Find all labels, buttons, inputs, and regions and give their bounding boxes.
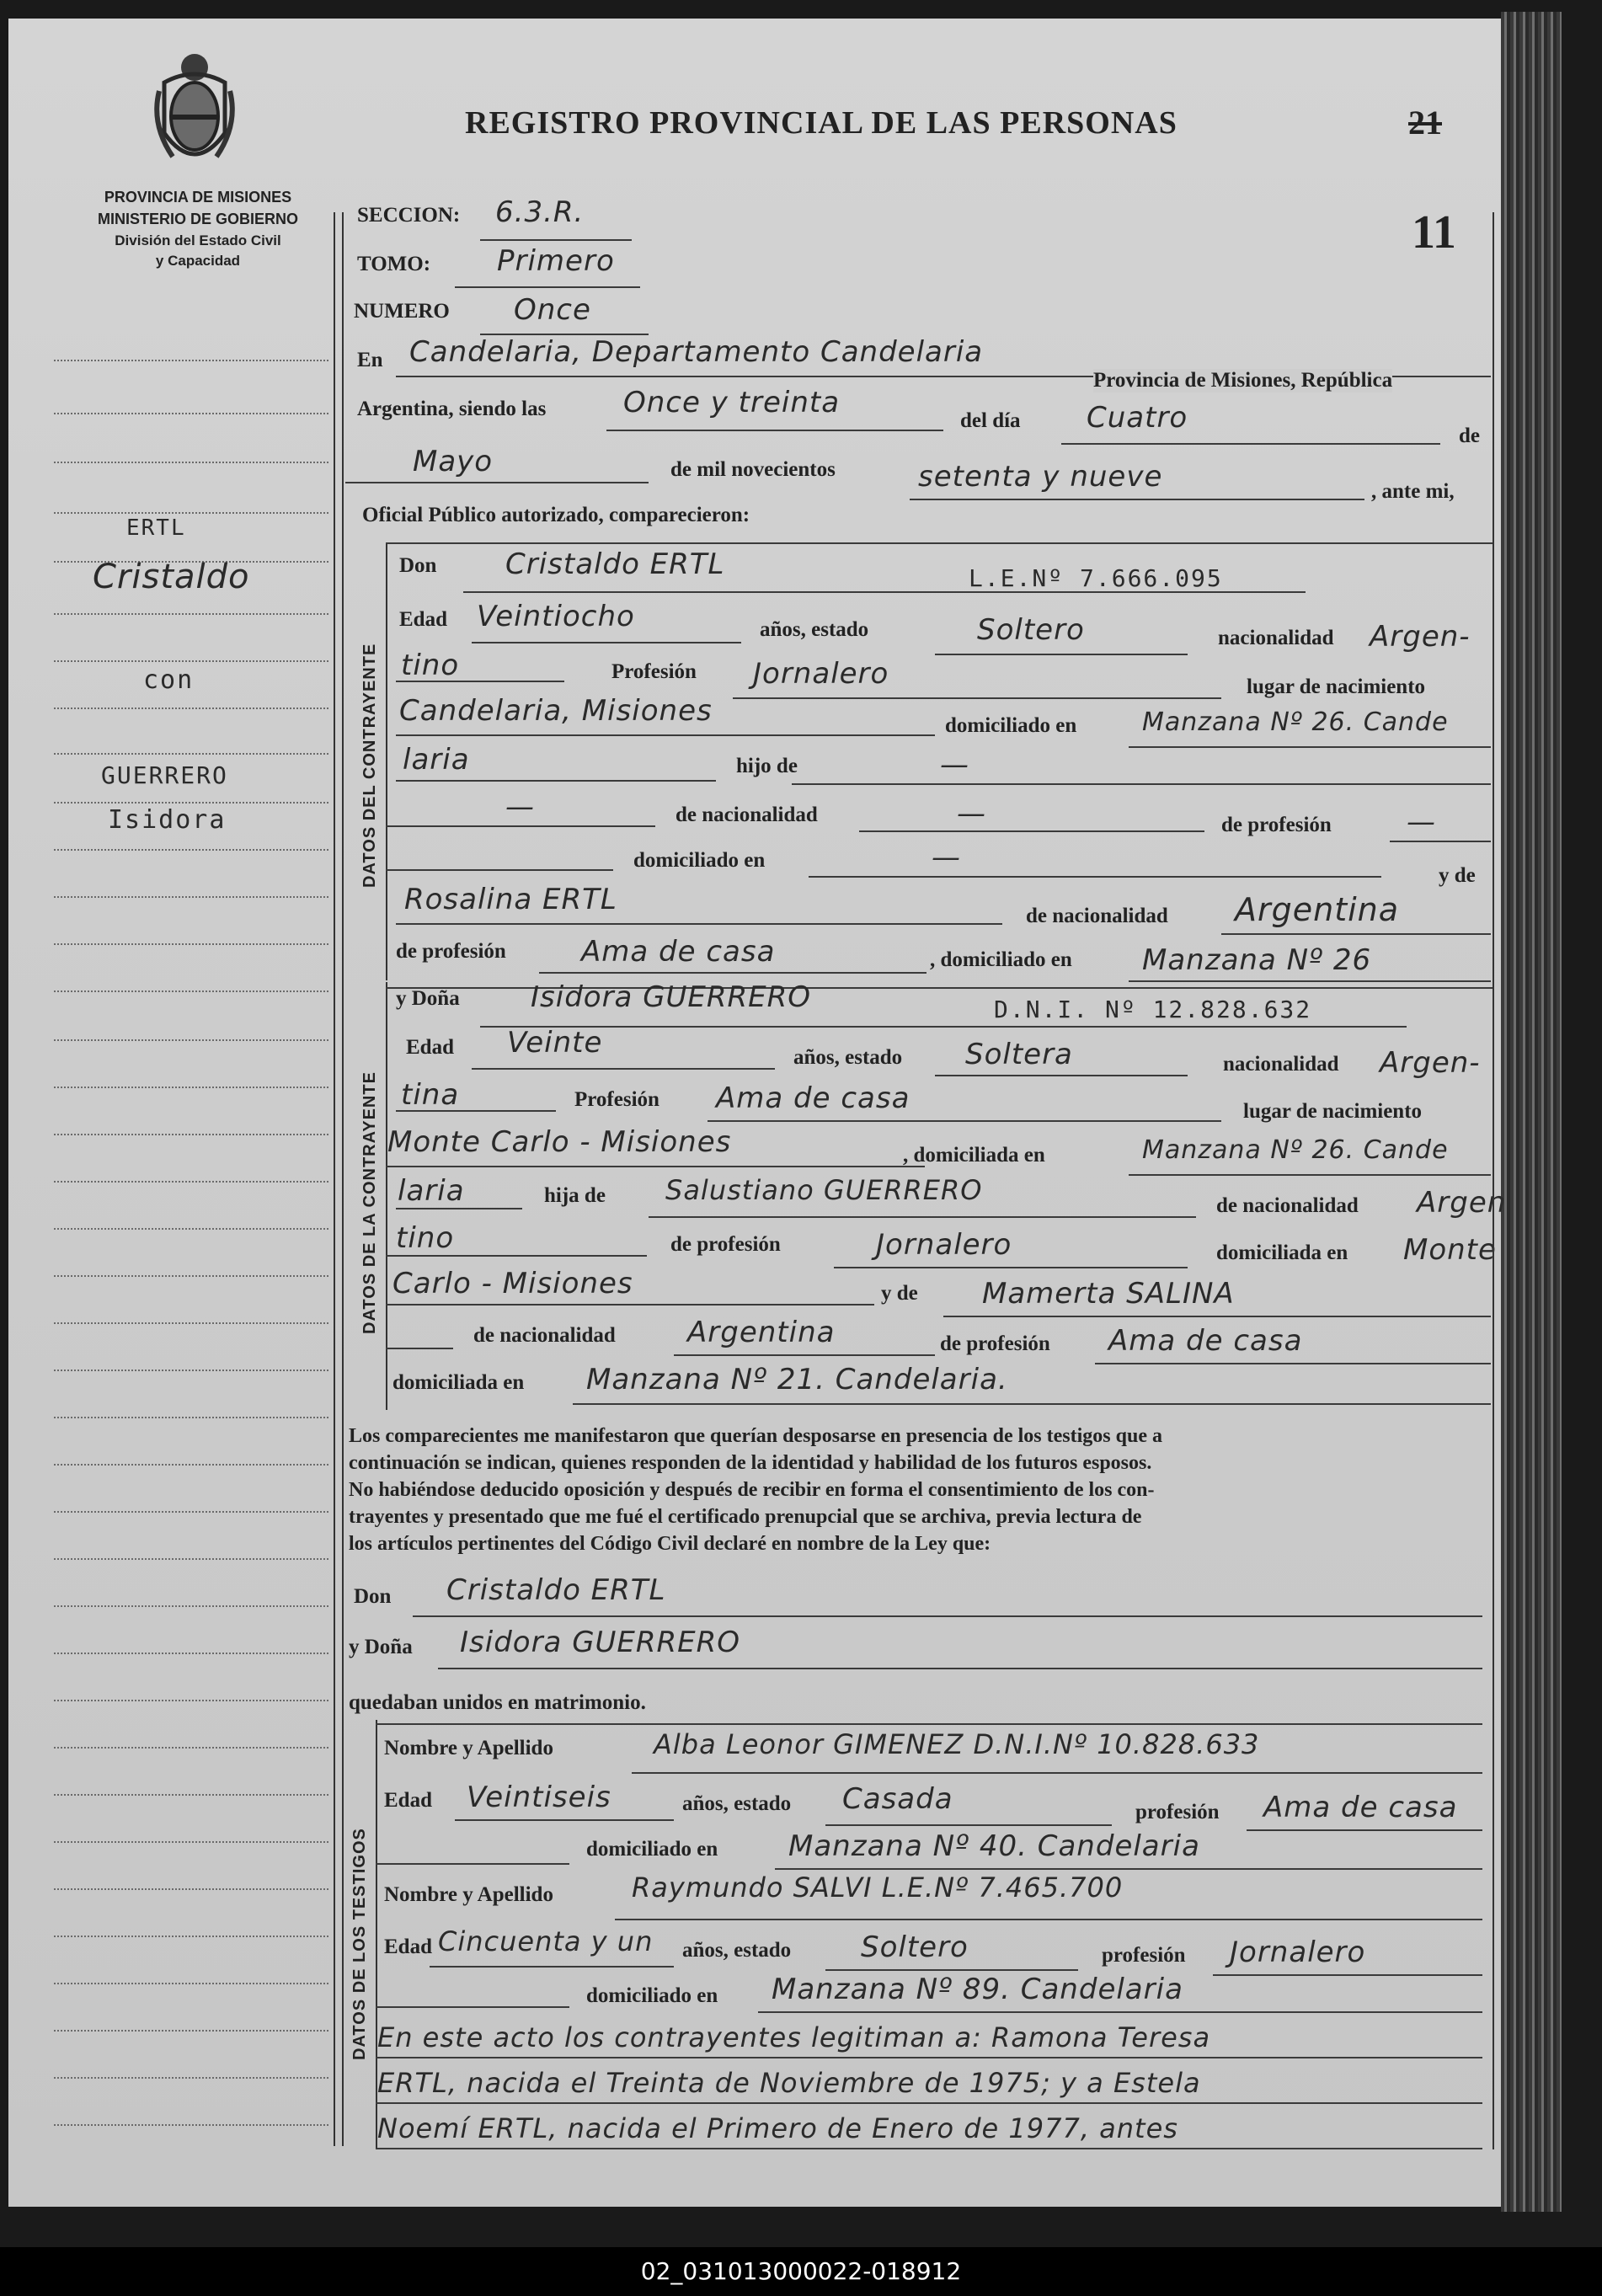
- t1-nombre-label: Nombre y Apellido: [384, 1737, 553, 1759]
- padre-line: [386, 825, 655, 827]
- margin-rule: [54, 613, 328, 615]
- contrayente-padre-prof: —: [1407, 805, 1436, 839]
- del-dia-label: del día: [960, 409, 1021, 432]
- contrayenta-lugar-nac: Monte Carlo - Misiones: [387, 1125, 732, 1159]
- margin-note-name: Cristaldo: [93, 558, 250, 596]
- madre-line: [396, 923, 1002, 925]
- decl-don-line: [413, 1615, 1482, 1617]
- de-label: de: [1459, 424, 1480, 447]
- padre-prof-line: [1390, 841, 1491, 842]
- contrayenta-padre-dom-b: Carlo - Misiones: [392, 1267, 633, 1300]
- contrayente-edad: Veintiocho: [477, 600, 635, 633]
- contrayente-madre-prof: Ama de casa: [581, 935, 776, 969]
- contrayente-madre: Rosalina ERTL: [404, 883, 617, 916]
- margin-rule: [54, 1275, 328, 1277]
- padre-nac-line: [859, 830, 1204, 832]
- contrayenta-madre-nac-line: [674, 1354, 935, 1356]
- argentina-label: Argentina, siendo las: [357, 398, 547, 420]
- margin-rule: [54, 1605, 328, 1607]
- margin-rule: [54, 1794, 328, 1796]
- margin-note-surname-2: GUERRERO: [101, 761, 228, 789]
- file-id-bar: 02_031013000022-018912: [0, 2247, 1602, 2296]
- de-nacionalidad-label-2: de nacionalidad: [1216, 1194, 1359, 1217]
- mes-value: Mayo: [413, 445, 494, 478]
- en-label: En: [357, 349, 383, 371]
- contrayente-documento: L.E.Nº 7.666.095: [969, 564, 1223, 592]
- t2-estado-line: [825, 1969, 1078, 1971]
- contrayente-top-line: [386, 542, 1493, 544]
- anios-estado-label-2: años, estado: [793, 1046, 903, 1069]
- ministry-line-2: MINISTERIO DE GOBIERNO: [97, 211, 299, 227]
- de-profesion-2-label: de profesión: [396, 940, 506, 963]
- de-nacionalidad-label: de nacionalidad: [676, 804, 818, 826]
- t2-edad-label: Edad: [384, 1936, 432, 1958]
- contrayente-estado-line: [935, 654, 1188, 655]
- anio-line: [910, 499, 1364, 500]
- nota-line-3-rule: [376, 2148, 1482, 2149]
- hora-value: Once y treinta: [623, 386, 841, 419]
- contrayenta-documento: D.N.I. Nº 12.828.632: [994, 996, 1312, 1023]
- padre-dom-pre-line: [386, 869, 613, 871]
- t1-anios-estado: años, estado: [682, 1792, 792, 1815]
- contrayenta-padre-prof-line: [834, 1267, 1188, 1268]
- oficial-label: Oficial Público autorizado, comparecieron:: [362, 504, 750, 526]
- numero-value: Once: [514, 293, 591, 327]
- contrayenta-dom-b-line: [396, 1208, 522, 1209]
- declaracion-line-3: No habiéndose deducido oposición y después de recibir en forma el consentimiento de los con-: [349, 1479, 1155, 1501]
- declaracion-line-5: los artículos pertinentes del Código Civil declaré en nombre de la Ley que:: [349, 1533, 991, 1555]
- contrayenta-padre-nac-b-line: [386, 1255, 647, 1257]
- margin-rule: [54, 1653, 328, 1654]
- hijo-de-label: hijo de: [736, 755, 798, 777]
- t2-profesion-label: profesión: [1102, 1944, 1186, 1967]
- ante-mi-label: , ante mi,: [1371, 480, 1455, 503]
- declaracion-line-4: trayentes y presentado que me fué el certificado prenupcial que se archiva, previa lectura de: [349, 1506, 1142, 1528]
- contrayente-lugar-nac: Candelaria, Misiones: [399, 694, 713, 728]
- margin-rule: [54, 943, 328, 945]
- contrayente-nacionalidad-a: Argen-: [1370, 620, 1471, 654]
- contrayenta-padre-prof: Jornalero: [876, 1228, 1012, 1262]
- contrayente-nombre: Cristaldo ERTL: [505, 547, 725, 581]
- margin-rule: [54, 753, 328, 755]
- nacionalidad-b-line: [396, 681, 564, 682]
- tomo-label: TOMO:: [357, 253, 431, 275]
- madre-dom-line: [1129, 980, 1491, 982]
- mes-line: [345, 482, 649, 483]
- de-nacionalidad-label-3: de nacionalidad: [473, 1324, 616, 1347]
- contrayenta-nac-b-line: [396, 1110, 556, 1112]
- y-de-label-2: y de: [881, 1282, 918, 1305]
- margin-rule: [54, 512, 328, 514]
- declaracion-line-2: continuación se indican, quienes responden de la identidad y habilidad de los futuros esposos.: [349, 1452, 1152, 1474]
- hijo-de-line: [792, 783, 1491, 785]
- anios-estado-label: años, estado: [760, 618, 869, 641]
- margin-rule: [54, 2030, 328, 2032]
- margin-note-name-2: Isidora: [108, 805, 227, 835]
- contrayenta-section-label: DATOS DE LA CONTRAYENTE: [360, 1071, 379, 1334]
- nacionalidad-label: nacionalidad: [1218, 627, 1334, 649]
- contrayente-madre-nac: Argentina: [1235, 891, 1400, 928]
- contrayenta-madre-dom: Manzana Nº 21. Candelaria.: [586, 1363, 1008, 1396]
- margin-rule: [54, 1888, 328, 1890]
- margin-rule: [54, 1039, 328, 1041]
- contrayenta-madre-nac: Argentina: [687, 1316, 836, 1349]
- contrayenta-madre-dom-line: [573, 1403, 1491, 1405]
- profesion-label: Profesión: [611, 660, 697, 683]
- contrayente-padre: —: [940, 748, 969, 782]
- nacionalidad-label-2: nacionalidad: [1223, 1053, 1339, 1076]
- t2-anios-estado: años, estado: [682, 1939, 792, 1962]
- tomo-line: [455, 286, 640, 288]
- ministry-line-1: PROVINCIA DE MISIONES: [104, 189, 292, 206]
- t2-profesion: Jornalero: [1230, 1936, 1366, 1969]
- contrayente-padre-nac: —: [957, 797, 986, 830]
- madre-nac-line: [1221, 933, 1491, 935]
- contrayenta-madre-prof-line: [1095, 1363, 1491, 1364]
- madre-prof-line: [539, 972, 926, 974]
- t1-domicilio: Manzana Nº 40. Candelaria: [788, 1829, 1200, 1863]
- contrayente-padre-dash: —: [505, 790, 535, 824]
- margin-rule: [54, 990, 328, 992]
- margin-rule: [54, 1322, 328, 1324]
- t2-nombre: Raymundo SALVI L.E.Nº 7.465.700: [632, 1872, 1124, 1904]
- nota-line-2-rule: [376, 2102, 1482, 2104]
- contrayente-madre-dom: Manzana Nº 26: [1142, 943, 1372, 977]
- anio-value: setenta y nueve: [918, 460, 1163, 494]
- margin-rule: [54, 1511, 328, 1513]
- margin-rule: [54, 413, 328, 414]
- domiciliado-label: domiciliado en: [945, 714, 1077, 737]
- margin-rule: [54, 896, 328, 898]
- testigos-top-line: [376, 1723, 1482, 1725]
- contrayenta-profesion-line: [708, 1120, 1221, 1122]
- margin-rule: [54, 1417, 328, 1418]
- contrayente-profesion: Jornalero: [753, 657, 889, 691]
- margin-rule: [54, 1936, 328, 1937]
- page-stack-edge: [1501, 12, 1562, 2212]
- margin-rule: [54, 660, 328, 662]
- contrayente-divider: [386, 542, 387, 980]
- t1-estado-line: [825, 1824, 1112, 1826]
- contrayente-padre-dom: —: [932, 841, 961, 874]
- domicilio-b-line: [396, 780, 716, 782]
- decl-don-value: Cristaldo ERTL: [446, 1573, 666, 1607]
- coat-of-arms-icon: [147, 49, 242, 175]
- dia-line: [1061, 443, 1440, 445]
- don-label: Don: [399, 554, 437, 577]
- t2-dom-pre-line: [376, 2006, 569, 2008]
- contrayenta-divider: [386, 982, 387, 1410]
- tomo-value: Primero: [497, 244, 615, 278]
- t2-domiciliado-label: domiciliado en: [586, 1984, 718, 2007]
- seccion-value: 6.3.R.: [495, 195, 585, 229]
- lugar-nac-label: lugar de nacimiento: [1247, 675, 1426, 698]
- margin-rule: [54, 2077, 328, 2079]
- contrayenta-padre-dom-a: Monte: [1403, 1233, 1497, 1267]
- t1-profesion: Ama de casa: [1263, 1791, 1458, 1824]
- contrayenta-domicilio-a: Manzana Nº 26. Cande: [1142, 1135, 1449, 1165]
- decl-dona-label: y Doña: [349, 1636, 413, 1658]
- margin-rule: [54, 1370, 328, 1371]
- t1-nombre: Alba Leonor GIMENEZ D.N.I.Nº 10.828.633: [654, 1728, 1260, 1760]
- margin-rule: [54, 1087, 328, 1088]
- contrayente-edad-line: [472, 642, 741, 643]
- contrayenta-profesion: Ama de casa: [716, 1081, 910, 1115]
- contrayenta-madre-prof: Ama de casa: [1108, 1324, 1303, 1358]
- registry-title: REGISTRO PROVINCIAL DE LAS PERSONAS: [465, 105, 1177, 141]
- contrayenta-edad: Veinte: [507, 1026, 603, 1060]
- edad-label-2: Edad: [406, 1036, 454, 1059]
- decl-unidos: quedaban unidos en matrimonio.: [349, 1691, 646, 1714]
- t2-edad: Cincuenta y un: [438, 1925, 654, 1957]
- contrayenta-padre-line: [649, 1216, 1196, 1218]
- de-nacionalidad-2-label: de nacionalidad: [1026, 905, 1168, 927]
- nota-line-1-rule: [376, 2057, 1482, 2058]
- de-profesion-label-3: de profesión: [670, 1233, 781, 1256]
- nota-line-1: En este acto los contrayentes legitiman a: Ramona Teresa: [377, 2021, 1211, 2053]
- hija-de-label: hija de: [544, 1184, 606, 1207]
- contrayenta-nombre: Isidora GUERRERO: [531, 980, 812, 1014]
- domiciliada-label: , domiciliada en: [903, 1144, 1045, 1167]
- margin-note-surname: ERTL: [126, 515, 186, 541]
- contrayente-nacionalidad-b: tino: [401, 649, 460, 682]
- folio-struck: 21: [1408, 104, 1442, 141]
- edad-label: Edad: [399, 608, 447, 631]
- t1-domiciliado-label: domiciliado en: [586, 1838, 718, 1861]
- t1-profesion-line: [1247, 1829, 1482, 1831]
- contrayenta-padre-nac-b: tino: [396, 1221, 455, 1255]
- t1-profesion-label: profesión: [1135, 1801, 1220, 1823]
- contrayenta-estado: Soltera: [965, 1038, 1073, 1071]
- declaracion-line-1: Los comparecientes me manifestaron que querían desposarse en presencia de los testigos que a: [349, 1425, 1162, 1447]
- margin-divider-2: [342, 212, 344, 2146]
- margin-rule: [54, 1841, 328, 1843]
- margin-rule: [54, 1464, 328, 1466]
- margin-rule: [54, 1700, 328, 1701]
- hora-line: [606, 430, 943, 431]
- contrayenta-estado-line: [935, 1075, 1188, 1076]
- t2-nombre-line: [615, 1919, 1482, 1920]
- contrayenta-edad-line: [472, 1068, 775, 1070]
- contrayenta-nacionalidad-b: tina: [401, 1078, 460, 1112]
- domiciliado-en-3-label: , domiciliado en: [930, 948, 1072, 971]
- ministry-line-3: División del Estado Civil: [115, 232, 281, 248]
- testigos-section-label: DATOS DE LOS TESTIGOS: [350, 1828, 369, 2060]
- contrayenta-nombre-line: [480, 1026, 1407, 1028]
- margin-rule: [54, 707, 328, 709]
- contrayenta-madre-pre-line: [386, 1348, 453, 1349]
- domicilio-line: [1129, 746, 1491, 748]
- contrayenta-padre-dom-line: [386, 1304, 874, 1306]
- contrayente-domicilio-a: Manzana Nº 26. Cande: [1142, 707, 1449, 737]
- margin-divider: [334, 212, 335, 2146]
- nota-line-3: Noemí ERTL, nacida el Primero de Enero de 1977, antes: [377, 2112, 1178, 2144]
- t1-edad-label: Edad: [384, 1789, 432, 1812]
- margin-rule: [54, 1228, 328, 1230]
- right-border: [1493, 212, 1494, 2149]
- domiciliada-en-2-label: domiciliada en: [1216, 1241, 1348, 1264]
- domiciliado-en-2-label: domiciliado en: [633, 849, 766, 872]
- t1-estado: Casada: [842, 1782, 953, 1816]
- lugar-nac-line: [396, 734, 935, 736]
- numero-label: NUMERO: [354, 300, 450, 323]
- margin-rule: [54, 1983, 328, 1984]
- dona-label: y Doña: [396, 987, 460, 1010]
- padre-dom-line: [809, 876, 1381, 878]
- t2-domicilio: Manzana Nº 89. Candelaria: [772, 1973, 1183, 2006]
- contrayente-section-label: DATOS DEL CONTRAYENTE: [360, 643, 379, 888]
- contrayenta-padre-nac-a: Argen: [1417, 1186, 1507, 1220]
- margin-rule: [54, 1134, 328, 1135]
- margin-rule: [54, 1181, 328, 1183]
- margin-rule: [54, 802, 328, 804]
- provincia-text: Provincia de Misiones, República: [1093, 369, 1393, 392]
- t2-nombre-label: Nombre y Apellido: [384, 1883, 553, 1906]
- contrayente-nombre-line: [463, 591, 1306, 593]
- t1-domicilio-line: [775, 1868, 1482, 1870]
- lugar-nac-label-2: lugar de nacimiento: [1243, 1100, 1423, 1123]
- margin-rule: [54, 849, 328, 851]
- t1-edad: Veintiseis: [467, 1781, 611, 1814]
- contrayenta-domicilio-line: [1129, 1174, 1491, 1176]
- profesion-label-2: Profesión: [574, 1088, 659, 1111]
- t2-estado: Soltero: [861, 1930, 969, 1964]
- seccion-label: SECCION:: [357, 204, 461, 227]
- t1-nombre-line: [632, 1772, 1482, 1774]
- folio-number: 11: [1412, 206, 1456, 259]
- document-page: [8, 19, 1507, 2207]
- de-profesion-label-4: de profesión: [940, 1332, 1050, 1355]
- decl-dona-line: [438, 1668, 1482, 1669]
- nota-line-2: ERTL, nacida el Treinta de Noviembre de 1975; y a Estela: [377, 2067, 1201, 2099]
- y-de-label: y de: [1439, 864, 1476, 887]
- contrayenta-domicilio-b: laria: [398, 1174, 465, 1208]
- t2-profesion-line: [1213, 1974, 1482, 1976]
- decl-dona-value: Isidora GUERRERO: [460, 1626, 741, 1659]
- dia-value: Cuatro: [1087, 401, 1188, 435]
- mil-label: de mil novecientos: [670, 458, 836, 481]
- margin-rule: [54, 1747, 328, 1749]
- margin-rule: [54, 462, 328, 463]
- margin-rule: [54, 1558, 328, 1560]
- contrayenta-padre: Salustiano GUERRERO: [665, 1174, 983, 1206]
- contrayenta-madre-line: [943, 1316, 1491, 1317]
- profesion-line: [733, 697, 1221, 699]
- contrayente-domicilio-b: laria: [403, 743, 470, 777]
- contrayente-estado: Soltero: [977, 613, 1085, 647]
- domiciliada-en-3-label: domiciliada en: [392, 1371, 525, 1394]
- de-profesion-label: de profesión: [1221, 814, 1332, 836]
- margin-rule: [54, 2124, 328, 2126]
- seccion-line: [480, 239, 632, 241]
- margin-note-con: con: [143, 665, 195, 695]
- t2-domicilio-line: [758, 2011, 1482, 2013]
- t1-edad-line: [455, 1819, 674, 1821]
- t1-dom-pre-line: [376, 1863, 569, 1865]
- contrayenta-lugar-nac-line: [386, 1166, 925, 1167]
- margin-rule: [54, 360, 328, 361]
- t2-edad-line: [430, 1966, 674, 1968]
- contrayenta-nacionalidad-a: Argen-: [1380, 1046, 1481, 1080]
- lugar-value: Candelaria, Departamento Candelaria: [409, 335, 984, 369]
- ministry-line-4: y Capacidad: [155, 253, 241, 269]
- decl-don-label: Don: [354, 1585, 392, 1608]
- contrayenta-madre: Mamerta SALINA: [982, 1277, 1235, 1311]
